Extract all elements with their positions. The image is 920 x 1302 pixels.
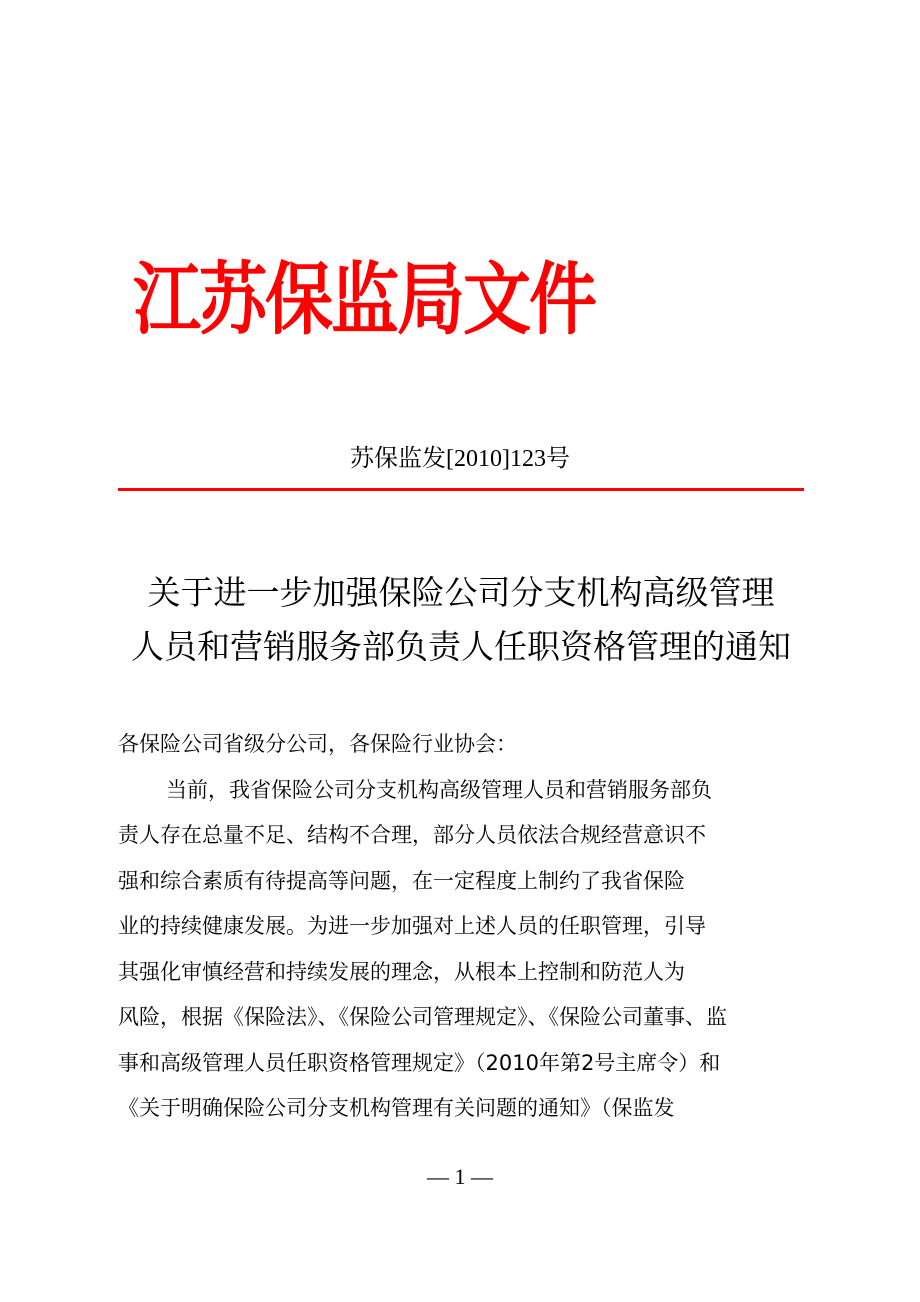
paragraph-line: 当前，我省保险公司分支机构高级管理人员和营销服务部负	[166, 777, 712, 802]
paragraph-line: 业的持续健康发展。为进一步加强对上述人员的任职管理，引导	[118, 914, 706, 938]
document-header-title: 江苏保监局文件	[133, 255, 596, 346]
notice-body	[118, 722, 804, 1132]
paragraph-line: 强和综合素质有待提高等问题，在一定程度上制约了我省保险	[118, 868, 685, 893]
paragraph-line: 风险，根据《保险法》、《保险公司管理规定》、《保险公司董事、监	[118, 1005, 727, 1029]
document-number: 苏保监发[2010]123号	[350, 446, 570, 472]
paragraph-line: 事和高级管理人员任职资格管理规定》（2010年第2号主席令）和	[118, 1050, 721, 1075]
paragraph-line: 其强化审慎经营和持续发展的理念，从根本上控制和防范人为	[118, 959, 685, 984]
page-number: — 1 —	[427, 1164, 493, 1189]
red-divider-rule	[118, 488, 804, 491]
paragraph-line: 《关于明确保险公司分支机构管理有关问题的通知》（保监发	[118, 1096, 675, 1120]
salutation: 各保险公司省级分公司，各保险行业协会：	[118, 732, 517, 756]
notice-title-line: 关于进一步加强保险公司分支机构高级管理	[147, 573, 775, 612]
notice-title	[118, 566, 804, 674]
notice-title-line: 人员和营销服务部负责人任职资格管理的通知	[131, 627, 791, 666]
paragraph-line: 责人存在总量不足、结构不合理，部分人员依法合规经营意识不	[118, 823, 706, 847]
